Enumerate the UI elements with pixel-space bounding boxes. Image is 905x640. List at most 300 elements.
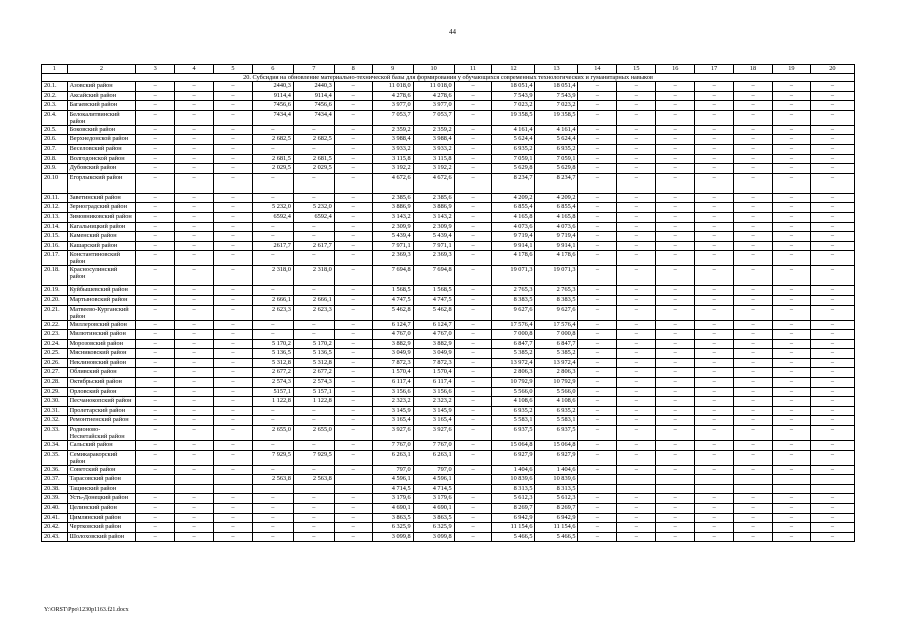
value-cell: –: [454, 339, 492, 349]
value-cell: –: [656, 125, 695, 135]
value-cell: –: [175, 203, 214, 213]
row-number: 20.3.: [42, 101, 68, 111]
value-cell: 3 179,6: [413, 494, 454, 504]
value-cell: 4 108,6: [535, 397, 578, 407]
value-cell: –: [454, 450, 492, 465]
value-cell: 17 576,4: [492, 320, 535, 330]
value-cell: –: [175, 339, 214, 349]
value-cell: –: [734, 339, 773, 349]
value-cell: 3 179,6: [372, 494, 413, 504]
value-cell: 6 847,7: [492, 339, 535, 349]
column-number-cell: 1: [42, 65, 68, 74]
row-number: 20.26.: [42, 358, 68, 368]
value-cell: –: [810, 416, 854, 426]
district-name: Красносулинский район: [67, 266, 136, 286]
row-number: 20.8.: [42, 154, 68, 164]
value-cell: –: [617, 305, 656, 320]
district-name: Орловский район: [67, 387, 136, 397]
table-row: [42, 387, 855, 397]
value-cell: –: [293, 532, 334, 542]
column-number-cell: 5: [214, 65, 253, 74]
value-cell: –: [136, 465, 175, 475]
value-cell: –: [695, 450, 734, 465]
value-cell: –: [810, 295, 854, 305]
value-cell: 2 677,2: [252, 368, 293, 378]
value-cell: –: [810, 330, 854, 340]
value-cell: [578, 475, 617, 485]
value-cell: –: [656, 110, 695, 125]
district-name: Волгодонской район: [67, 154, 136, 164]
value-cell: –: [214, 532, 253, 542]
value-cell: –: [734, 101, 773, 111]
value-cell: 5 136,5: [293, 349, 334, 359]
value-cell: 2 029,5: [293, 164, 334, 174]
value-cell: –: [214, 232, 253, 242]
value-cell: 2 655,0: [252, 426, 293, 441]
value-cell: –: [656, 101, 695, 111]
table-row: [42, 397, 855, 407]
value-cell: 4 278,6: [413, 91, 454, 101]
value-cell: –: [214, 426, 253, 441]
value-cell: –: [252, 513, 293, 523]
value-cell: 2617,7: [252, 241, 293, 251]
value-cell: –: [695, 387, 734, 397]
value-cell: –: [695, 241, 734, 251]
value-cell: –: [810, 222, 854, 232]
district-name: Ремонтненский район: [67, 416, 136, 426]
value-cell: 5 232,0: [293, 203, 334, 213]
column-number-cell: 15: [617, 65, 656, 74]
district-name: Песчанокопский район: [67, 397, 136, 407]
value-cell: –: [136, 82, 175, 92]
value-cell: 2 681,5: [293, 154, 334, 164]
value-cell: –: [734, 125, 773, 135]
value-cell: –: [656, 513, 695, 523]
value-cell: –: [810, 212, 854, 222]
value-cell: –: [734, 406, 773, 416]
value-cell: –: [136, 266, 175, 286]
value-cell: –: [810, 241, 854, 251]
value-cell: 3 863,5: [372, 513, 413, 523]
value-cell: –: [454, 154, 492, 164]
value-cell: [734, 484, 773, 494]
value-cell: –: [293, 125, 334, 135]
value-cell: –: [578, 339, 617, 349]
value-cell: –: [454, 532, 492, 542]
value-cell: 17 576,4: [535, 320, 578, 330]
value-cell: –: [578, 135, 617, 145]
row-number: 20.1.: [42, 82, 68, 92]
value-cell: –: [454, 222, 492, 232]
row-number: 20.24.: [42, 339, 68, 349]
value-cell: 7 000,8: [535, 330, 578, 340]
district-name: Усть-Донецкий район: [67, 494, 136, 504]
value-cell: –: [136, 91, 175, 101]
value-cell: 6 263,1: [413, 450, 454, 465]
table-row: [42, 193, 855, 203]
value-cell: –: [136, 164, 175, 174]
value-cell: –: [773, 349, 811, 359]
value-cell: –: [334, 513, 372, 523]
value-cell: 4 073,6: [492, 222, 535, 232]
column-number-cell: 3: [136, 65, 175, 74]
value-cell: –: [773, 397, 811, 407]
value-cell: –: [214, 203, 253, 213]
value-cell: –: [578, 397, 617, 407]
value-cell: –: [578, 203, 617, 213]
value-cell: –: [773, 406, 811, 416]
value-cell: –: [293, 286, 334, 296]
value-cell: 2 765,3: [535, 286, 578, 296]
value-cell: 6 935,2: [492, 144, 535, 154]
value-cell: 2 369,3: [372, 251, 413, 266]
value-cell: –: [454, 378, 492, 388]
value-cell: –: [695, 330, 734, 340]
value-cell: –: [810, 397, 854, 407]
value-cell: –: [454, 494, 492, 504]
value-cell: –: [293, 441, 334, 451]
value-cell: 4 596,1: [372, 475, 413, 485]
district-name: Белокалитвинский район: [67, 110, 136, 125]
value-cell: –: [734, 513, 773, 523]
value-cell: –: [454, 251, 492, 266]
value-cell: –: [214, 295, 253, 305]
value-cell: 5 466,5: [492, 532, 535, 542]
value-cell: 6592,4: [293, 212, 334, 222]
value-cell: –: [695, 125, 734, 135]
value-cell: [578, 484, 617, 494]
value-cell: –: [334, 241, 372, 251]
value-cell: –: [175, 266, 214, 286]
table-row: [42, 368, 855, 378]
table-row: [42, 232, 855, 242]
value-cell: 3 882,9: [372, 339, 413, 349]
table-row: [42, 266, 855, 286]
district-name: Константиновский район: [67, 251, 136, 266]
value-cell: –: [773, 286, 811, 296]
table-row: [42, 203, 855, 213]
district-name: Милютинский район: [67, 330, 136, 340]
value-cell: –: [773, 82, 811, 92]
value-cell: 2 323,2: [413, 397, 454, 407]
value-cell: 3 145,9: [413, 406, 454, 416]
value-cell: 7 694,8: [372, 266, 413, 286]
value-cell: 6 847,7: [535, 339, 578, 349]
value-cell: –: [578, 295, 617, 305]
table-row: [42, 494, 855, 504]
value-cell: –: [695, 101, 734, 111]
value-cell: 4 690,1: [413, 504, 454, 514]
value-cell: –: [214, 387, 253, 397]
district-name: Чертковский район: [67, 523, 136, 533]
table-row: [42, 330, 855, 340]
row-number: 20.37.: [42, 475, 68, 485]
value-cell: –: [695, 378, 734, 388]
table-row: [42, 295, 855, 305]
value-cell: –: [656, 339, 695, 349]
value-cell: –: [214, 368, 253, 378]
value-cell: –: [617, 397, 656, 407]
value-cell: –: [578, 368, 617, 378]
value-cell: 9 627,6: [492, 305, 535, 320]
value-cell: –: [810, 368, 854, 378]
value-cell: 5 462,8: [372, 305, 413, 320]
value-cell: 4 672,6: [413, 173, 454, 193]
value-cell: 4 714,5: [413, 484, 454, 494]
value-cell: –: [214, 441, 253, 451]
value-cell: 8 383,5: [535, 295, 578, 305]
value-cell: –: [810, 203, 854, 213]
value-cell: –: [617, 154, 656, 164]
value-cell: –: [773, 135, 811, 145]
value-cell: 13 972,4: [535, 358, 578, 368]
value-cell: –: [734, 330, 773, 340]
value-cell: [734, 475, 773, 485]
value-cell: 3 156,6: [372, 387, 413, 397]
value-cell: –: [334, 426, 372, 441]
value-cell: –: [810, 193, 854, 203]
value-cell: [617, 475, 656, 485]
value-cell: –: [136, 241, 175, 251]
table-row: [42, 251, 855, 266]
value-cell: [695, 475, 734, 485]
value-cell: [773, 484, 811, 494]
table-row: [42, 101, 855, 111]
value-cell: –: [334, 387, 372, 397]
value-cell: –: [136, 154, 175, 164]
value-cell: –: [334, 295, 372, 305]
value-cell: –: [454, 416, 492, 426]
value-cell: 3 165,4: [372, 416, 413, 426]
value-cell: –: [617, 266, 656, 286]
value-cell: 19 358,5: [535, 110, 578, 125]
row-number: 20.12.: [42, 203, 68, 213]
value-cell: –: [136, 295, 175, 305]
table-row: [42, 484, 855, 494]
value-cell: 2 318,0: [293, 266, 334, 286]
value-cell: –: [175, 101, 214, 111]
district-name: Егорлыкский район: [67, 173, 136, 193]
value-cell: –: [695, 212, 734, 222]
value-cell: 9 719,4: [492, 232, 535, 242]
value-cell: –: [214, 154, 253, 164]
value-cell: –: [175, 286, 214, 296]
value-cell: –: [695, 82, 734, 92]
value-cell: 3 143,2: [413, 212, 454, 222]
value-cell: –: [578, 349, 617, 359]
value-cell: –: [578, 173, 617, 193]
value-cell: 2 359,2: [372, 125, 413, 135]
value-cell: –: [136, 397, 175, 407]
value-cell: 7 971,1: [413, 241, 454, 251]
value-cell: 4 714,5: [372, 484, 413, 494]
value-cell: –: [454, 232, 492, 242]
value-cell: –: [252, 465, 293, 475]
table-row: [42, 241, 855, 251]
value-cell: –: [695, 426, 734, 441]
value-cell: 5 439,4: [372, 232, 413, 242]
value-cell: –: [773, 110, 811, 125]
value-cell: –: [293, 232, 334, 242]
value-cell: –: [656, 135, 695, 145]
value-cell: 7 059,1: [492, 154, 535, 164]
value-cell: 7 053,7: [413, 110, 454, 125]
row-number: 20.34.: [42, 441, 68, 451]
value-cell: –: [136, 378, 175, 388]
value-cell: –: [773, 494, 811, 504]
row-number: 20.5.: [42, 125, 68, 135]
value-cell: 7 023,2: [535, 101, 578, 111]
value-cell: –: [773, 222, 811, 232]
table-row: [42, 465, 855, 475]
value-cell: –: [136, 193, 175, 203]
value-cell: 3 099,8: [372, 532, 413, 542]
value-cell: –: [656, 465, 695, 475]
value-cell: –: [773, 465, 811, 475]
value-cell: –: [578, 193, 617, 203]
value-cell: –: [617, 91, 656, 101]
value-cell: –: [617, 494, 656, 504]
table-row: [42, 416, 855, 426]
value-cell: 2 563,8: [293, 475, 334, 485]
value-cell: –: [810, 110, 854, 125]
value-cell: 6 935,2: [535, 406, 578, 416]
value-cell: –: [773, 91, 811, 101]
value-cell: 2440,3: [252, 82, 293, 92]
value-cell: –: [695, 91, 734, 101]
value-cell: –: [454, 193, 492, 203]
value-cell: –: [334, 144, 372, 154]
value-cell: –: [656, 494, 695, 504]
district-name: Тарасовский район: [67, 475, 136, 485]
value-cell: –: [734, 286, 773, 296]
value-cell: –: [334, 406, 372, 416]
value-cell: 3 145,9: [372, 406, 413, 416]
value-cell: –: [136, 513, 175, 523]
value-cell: –: [810, 144, 854, 154]
value-cell: –: [773, 212, 811, 222]
value-cell: –: [175, 241, 214, 251]
value-cell: –: [578, 251, 617, 266]
value-cell: –: [656, 232, 695, 242]
value-cell: –: [578, 241, 617, 251]
district-name: Боковский район: [67, 125, 136, 135]
value-cell: –: [773, 532, 811, 542]
value-cell: –: [175, 193, 214, 203]
column-number-cell: 14: [578, 65, 617, 74]
value-cell: –: [617, 368, 656, 378]
value-cell: 2 617,7: [293, 241, 334, 251]
value-cell: –: [252, 193, 293, 203]
value-cell: –: [617, 450, 656, 465]
value-cell: –: [617, 164, 656, 174]
value-cell: –: [175, 295, 214, 305]
value-cell: –: [175, 504, 214, 514]
value-cell: –: [454, 330, 492, 340]
value-cell: –: [578, 154, 617, 164]
value-cell: –: [773, 441, 811, 451]
district-name: Азовский район: [67, 82, 136, 92]
value-cell: –: [695, 349, 734, 359]
row-number: 20.13.: [42, 212, 68, 222]
value-cell: –: [214, 173, 253, 193]
value-cell: –: [695, 203, 734, 213]
value-cell: –: [454, 368, 492, 378]
district-name: Зимовниковский район: [67, 212, 136, 222]
value-cell: –: [578, 91, 617, 101]
value-cell: –: [810, 305, 854, 320]
value-cell: [334, 475, 372, 485]
value-cell: –: [136, 406, 175, 416]
value-cell: –: [617, 125, 656, 135]
value-cell: –: [175, 532, 214, 542]
row-number: 20.20.: [42, 295, 68, 305]
value-cell: 2 623,3: [293, 305, 334, 320]
table-row: [42, 504, 855, 514]
row-number: 20.6.: [42, 135, 68, 145]
value-cell: –: [734, 504, 773, 514]
value-cell: –: [656, 378, 695, 388]
value-cell: –: [734, 320, 773, 330]
table-row: [42, 125, 855, 135]
value-cell: –: [773, 193, 811, 203]
value-cell: –: [695, 523, 734, 533]
value-cell: –: [214, 416, 253, 426]
value-cell: –: [454, 387, 492, 397]
row-number: 20.18.: [42, 266, 68, 286]
value-cell: 2 681,5: [252, 154, 293, 164]
value-cell: –: [136, 222, 175, 232]
row-number: 20.36.: [42, 465, 68, 475]
value-cell: –: [734, 397, 773, 407]
value-cell: –: [334, 358, 372, 368]
value-cell: 5 566,0: [492, 387, 535, 397]
value-cell: 5 385,2: [535, 349, 578, 359]
value-cell: –: [695, 251, 734, 266]
value-cell: –: [334, 330, 372, 340]
value-cell: –: [773, 173, 811, 193]
row-number: 20.32.: [42, 416, 68, 426]
row-number: 20.23.: [42, 330, 68, 340]
value-cell: –: [773, 450, 811, 465]
value-cell: –: [734, 465, 773, 475]
value-cell: –: [252, 330, 293, 340]
value-cell: 2 385,6: [372, 193, 413, 203]
value-cell: –: [617, 193, 656, 203]
value-cell: –: [617, 82, 656, 92]
value-cell: –: [454, 125, 492, 135]
value-cell: 5 612,3: [535, 494, 578, 504]
value-cell: 3 156,6: [413, 387, 454, 397]
value-cell: –: [334, 465, 372, 475]
value-cell: 7 872,3: [413, 358, 454, 368]
value-cell: –: [617, 378, 656, 388]
row-number: 20.14.: [42, 222, 68, 232]
value-cell: –: [773, 513, 811, 523]
value-cell: 3 049,9: [413, 349, 454, 359]
column-number-cell: 19: [773, 65, 811, 74]
value-cell: –: [695, 441, 734, 451]
value-cell: –: [175, 125, 214, 135]
value-cell: –: [136, 368, 175, 378]
value-cell: –: [810, 532, 854, 542]
value-cell: –: [214, 504, 253, 514]
value-cell: –: [578, 358, 617, 368]
value-cell: –: [334, 125, 372, 135]
value-cell: –: [810, 387, 854, 397]
value-cell: –: [617, 286, 656, 296]
value-cell: –: [617, 251, 656, 266]
